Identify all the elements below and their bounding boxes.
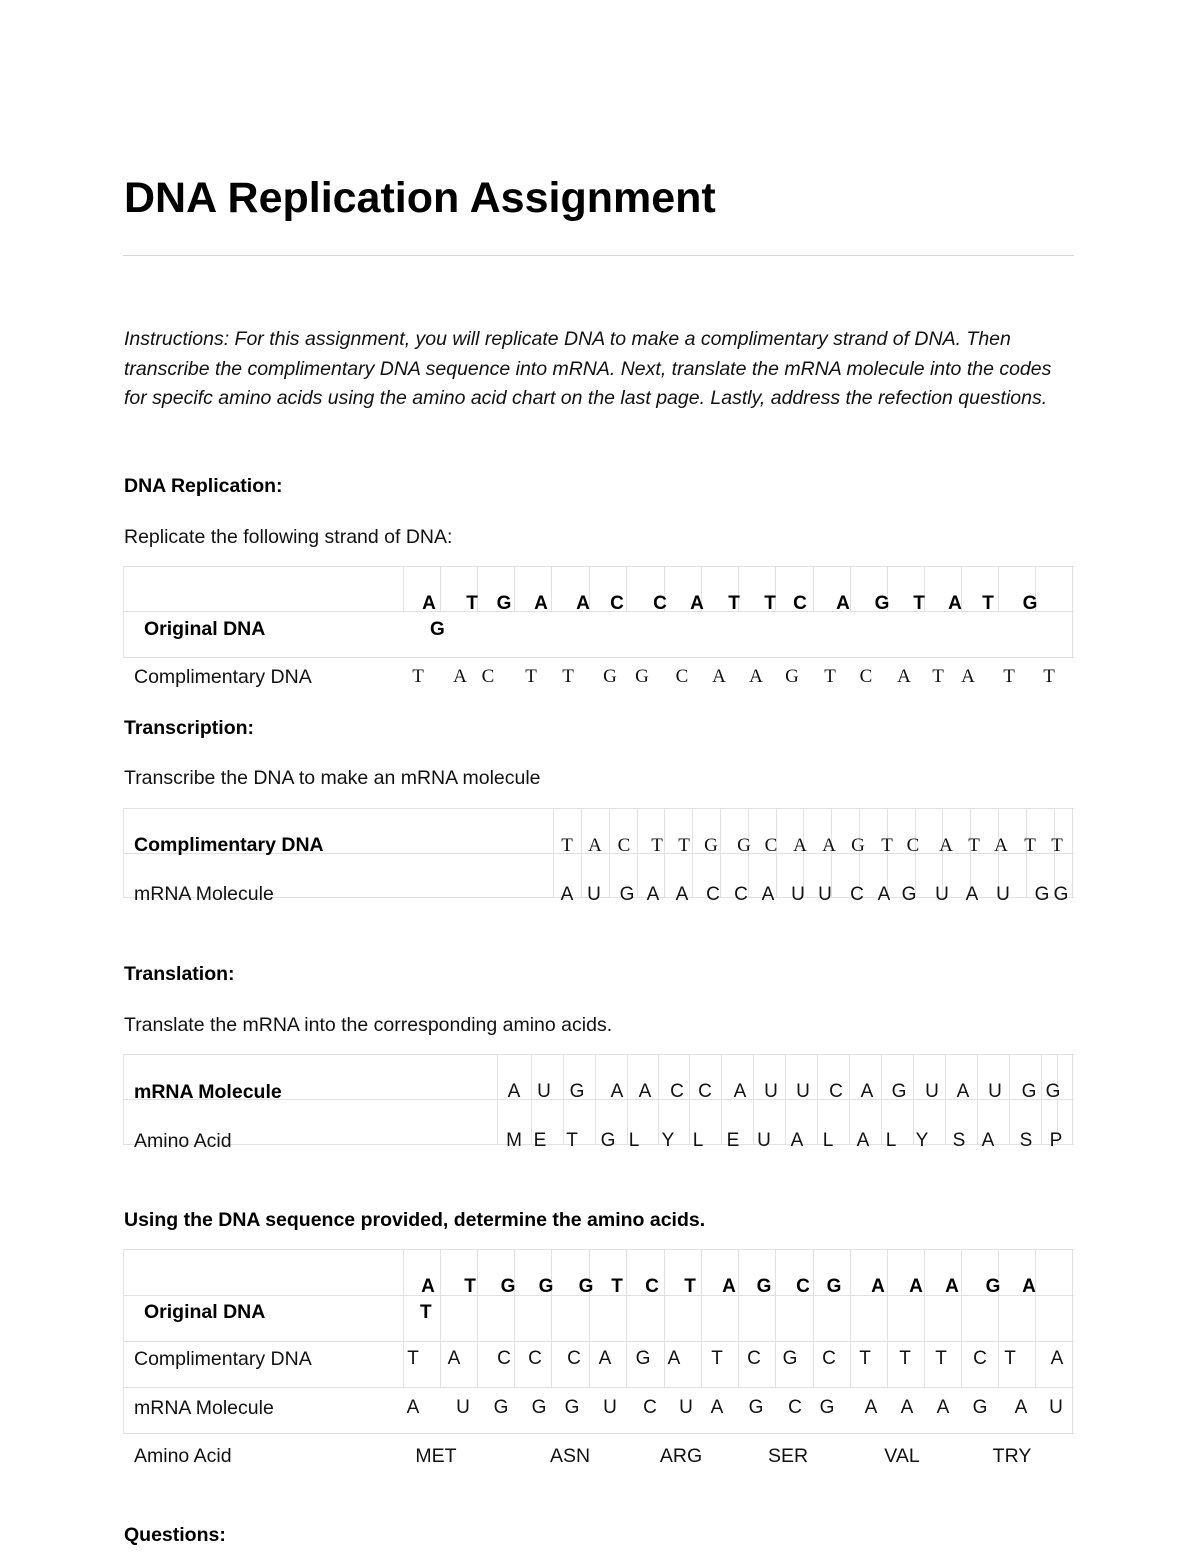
complimentary-dna-letter: T	[968, 835, 980, 856]
complimentary-dna-letter: A	[793, 835, 807, 856]
original-dna-letter: G	[826, 1276, 842, 1297]
mrna-letter: C	[643, 1397, 657, 1418]
original-dna-letter: A	[534, 593, 548, 614]
questions-heading: Questions:	[124, 1524, 226, 1546]
complimentary-dna-letter: A	[749, 666, 763, 687]
mrna-letter: U	[791, 884, 805, 905]
original-dna-letter: T	[464, 1276, 476, 1297]
complimentary-dna-letter: C	[906, 835, 920, 856]
amino-acid-letter: U	[757, 1130, 771, 1151]
mrna-letter: U	[925, 1081, 939, 1102]
determine-row-label: Amino Acid	[134, 1445, 232, 1467]
translation-heading: Translation:	[124, 963, 235, 985]
complimentary-dna-letter: G	[704, 835, 718, 856]
determine-wrapped-letter: T	[420, 1302, 432, 1323]
complimentary-dna-letter: C	[528, 1348, 542, 1369]
original-dna-letter: T	[611, 1276, 623, 1297]
document-title: DNA Replication Assignment	[124, 174, 716, 222]
complimentary-dna-letter: C	[859, 666, 873, 687]
original-dna-letter: A	[690, 593, 704, 614]
original-dna-letter: A	[722, 1276, 736, 1297]
mrna-letter: C	[850, 884, 864, 905]
translation-row-label: mRNA Molecule	[134, 1081, 282, 1103]
mrna-letter: U	[818, 884, 832, 905]
complimentary-dna-letter: T	[561, 835, 573, 856]
amino-acid-codon: MET	[415, 1445, 457, 1467]
mrna-letter: U	[988, 1081, 1002, 1102]
original-dna-letter: T	[728, 593, 740, 614]
original-dna-letter: A	[909, 1276, 923, 1297]
mrna-letter: A	[646, 884, 660, 905]
original-dna-letter: C	[793, 593, 807, 614]
complimentary-dna-letter: A	[822, 835, 836, 856]
mrna-letter: G	[531, 1397, 547, 1418]
mrna-letter: A	[900, 1397, 914, 1418]
amino-acid-codon: ARG	[659, 1445, 703, 1467]
mrna-letter: U	[456, 1397, 470, 1418]
complimentary-dna-letter: C	[764, 835, 778, 856]
mrna-letter: A	[710, 1397, 724, 1418]
complimentary-dna-letter: G	[782, 1348, 798, 1369]
complimentary-dna-letter: T	[1051, 835, 1063, 856]
original-dna-letter: G	[1022, 593, 1038, 614]
original-dna-letter: G	[578, 1276, 594, 1297]
complimentary-dna-letter: A	[588, 835, 602, 856]
mrna-letter: A	[761, 884, 775, 905]
complimentary-dna-letter: T	[407, 1348, 419, 1369]
mrna-letter: U	[679, 1397, 693, 1418]
original-dna-letter: T	[982, 593, 994, 614]
amino-acid-letter: Y	[661, 1130, 675, 1151]
complimentary-dna-letter: C	[481, 666, 495, 687]
complimentary-dna-letter: A	[961, 666, 975, 687]
complimentary-dna-letter: T	[824, 666, 836, 687]
amino-acid-letter: S	[952, 1130, 966, 1151]
complimentary-dna-letter: G	[851, 835, 865, 856]
mrna-letter: G	[748, 1397, 764, 1418]
original-dna-letter: T	[466, 593, 478, 614]
replication-row-label: Original DNA	[144, 618, 266, 640]
amino-acid-letter: L	[885, 1130, 897, 1151]
complimentary-dna-letter: T	[711, 1348, 723, 1369]
mrna-letter: C	[706, 884, 720, 905]
original-dna-letter: A	[421, 1276, 435, 1297]
amino-acid-letter: T	[566, 1130, 578, 1151]
original-dna-letter: C	[653, 593, 667, 614]
mrna-letter: U	[537, 1081, 551, 1102]
mrna-letter: U	[603, 1397, 617, 1418]
mrna-letter: C	[734, 884, 748, 905]
transcription-row-label: mRNA Molecule	[134, 883, 274, 905]
mrna-letter: A	[733, 1081, 747, 1102]
original-dna-letter: G	[496, 593, 512, 614]
title-divider	[123, 255, 1074, 256]
complimentary-dna-letter: T	[678, 835, 690, 856]
mrna-letter: U	[996, 884, 1010, 905]
translation-row-label: Amino Acid	[134, 1130, 232, 1152]
amino-acid-letter: L	[628, 1130, 640, 1151]
mrna-letter: U	[1049, 1397, 1063, 1418]
complimentary-dna-letter: A	[447, 1348, 461, 1369]
mrna-letter: G	[569, 1081, 585, 1102]
mrna-letter: A	[965, 884, 979, 905]
original-dna-letter: T	[684, 1276, 696, 1297]
complimentary-dna-letter: T	[412, 666, 424, 687]
complimentary-dna-letter: T	[881, 835, 893, 856]
amino-acid-codon: ASN	[549, 1445, 591, 1467]
mrna-letter: U	[796, 1081, 810, 1102]
mrna-letter: A	[610, 1081, 624, 1102]
mrna-letter: G	[972, 1397, 988, 1418]
complimentary-dna-letter: C	[973, 1348, 987, 1369]
complimentary-dna-letter: A	[939, 835, 953, 856]
mrna-letter: U	[587, 884, 601, 905]
complimentary-dna-letter: T	[1024, 835, 1036, 856]
complimentary-dna-letter: A	[453, 666, 467, 687]
amino-acid-letter: A	[790, 1130, 804, 1151]
complimentary-dna-letter: G	[635, 1348, 651, 1369]
replication-heading: DNA Replication:	[124, 475, 283, 497]
mrna-letter: G	[1053, 884, 1069, 905]
transcription-prompt: Transcribe the DNA to make an mRNA molecule	[124, 767, 541, 789]
amino-acid-letter: P	[1049, 1130, 1063, 1151]
mrna-letter: G	[1034, 884, 1050, 905]
mrna-letter: G	[891, 1081, 907, 1102]
mrna-letter: A	[675, 884, 689, 905]
amino-acid-letter: L	[822, 1130, 834, 1151]
translation-table	[123, 1054, 1074, 1152]
complimentary-dna-letter: T	[935, 1348, 947, 1369]
translation-prompt: Translate the mRNA into the corresponding amino acids.	[124, 1014, 613, 1036]
original-dna-letter: A	[948, 593, 962, 614]
mrna-letter: C	[698, 1081, 712, 1102]
complimentary-dna-letter: T	[932, 666, 944, 687]
complimentary-dna-letter: A	[994, 835, 1008, 856]
original-dna-letter: A	[836, 593, 850, 614]
complimentary-dna-letter: A	[1050, 1348, 1064, 1369]
complimentary-dna-letter: T	[1043, 666, 1055, 687]
mrna-letter: G	[1045, 1081, 1061, 1102]
replication-row-label: Complimentary DNA	[134, 666, 312, 688]
complimentary-dna-letter: T	[562, 666, 574, 687]
amino-acid-letter: M	[506, 1130, 522, 1151]
original-dna-letter: A	[422, 593, 436, 614]
mrna-letter: G	[564, 1397, 580, 1418]
complimentary-dna-letter: C	[675, 666, 689, 687]
complimentary-dna-letter: C	[497, 1348, 511, 1369]
amino-acid-letter: S	[1019, 1130, 1033, 1151]
mrna-letter: G	[493, 1397, 509, 1418]
mrna-letter: A	[560, 884, 574, 905]
mrna-letter: A	[507, 1081, 521, 1102]
mrna-letter: U	[764, 1081, 778, 1102]
original-dna-letter: T	[913, 593, 925, 614]
original-dna-letter: G	[985, 1276, 1001, 1297]
complimentary-dna-letter: C	[747, 1348, 761, 1369]
amino-acid-codon: TRY	[992, 1445, 1032, 1467]
original-dna-letter: C	[796, 1276, 810, 1297]
complimentary-dna-letter: T	[525, 666, 537, 687]
mrna-letter: G	[1021, 1081, 1037, 1102]
complimentary-dna-letter: A	[712, 666, 726, 687]
mrna-letter: A	[936, 1397, 950, 1418]
determine-row-label: mRNA Molecule	[134, 1397, 274, 1419]
mrna-letter: G	[619, 884, 635, 905]
amino-acid-letter: A	[981, 1130, 995, 1151]
complimentary-dna-letter: G	[635, 666, 649, 687]
replication-prompt: Replicate the following strand of DNA:	[124, 526, 453, 548]
complimentary-dna-letter: T	[899, 1348, 911, 1369]
mrna-letter: A	[638, 1081, 652, 1102]
complimentary-dna-letter: G	[737, 835, 751, 856]
mrna-letter: A	[864, 1397, 878, 1418]
complimentary-dna-letter: G	[785, 666, 799, 687]
mrna-letter: A	[956, 1081, 970, 1102]
amino-acid-letter: G	[600, 1130, 616, 1151]
amino-acid-letter: L	[692, 1130, 704, 1151]
transcription-row-label: Complimentary DNA	[134, 834, 324, 856]
mrna-letter: C	[788, 1397, 802, 1418]
determine-row-label: Complimentary DNA	[134, 1348, 312, 1370]
complimentary-dna-letter: T	[651, 835, 663, 856]
original-dna-letter: A	[871, 1276, 885, 1297]
mrna-letter: A	[877, 884, 891, 905]
original-dna-letter: G	[538, 1276, 554, 1297]
amino-acid-codon: SER	[767, 1445, 809, 1467]
amino-acid-letter: E	[533, 1130, 547, 1151]
determine-table	[123, 1249, 1074, 1467]
original-dna-letter: A	[945, 1276, 959, 1297]
original-dna-letter: C	[645, 1276, 659, 1297]
mrna-letter: G	[819, 1397, 835, 1418]
determine-heading: Using the DNA sequence provided, determine the amino acids.	[124, 1209, 706, 1231]
original-dna-letter: G	[874, 593, 890, 614]
complimentary-dna-letter: T	[1004, 1348, 1016, 1369]
amino-acid-letter: Y	[915, 1130, 929, 1151]
mrna-letter: C	[670, 1081, 684, 1102]
mrna-letter: U	[935, 884, 949, 905]
mrna-letter: C	[829, 1081, 843, 1102]
complimentary-dna-letter: A	[598, 1348, 612, 1369]
amino-acid-letter: A	[856, 1130, 870, 1151]
complimentary-dna-letter: T	[859, 1348, 871, 1369]
complimentary-dna-letter: C	[822, 1348, 836, 1369]
amino-acid-letter: E	[726, 1130, 740, 1151]
original-dna-letter: G	[756, 1276, 772, 1297]
original-dna-letter: G	[500, 1276, 516, 1297]
replication-wrapped-letter: G	[430, 619, 445, 640]
complimentary-dna-letter: T	[1003, 666, 1015, 687]
transcription-table	[123, 808, 1074, 905]
original-dna-letter: T	[764, 593, 776, 614]
complimentary-dna-letter: A	[897, 666, 911, 687]
mrna-letter: A	[406, 1397, 420, 1418]
original-dna-letter: C	[610, 593, 624, 614]
complimentary-dna-letter: C	[617, 835, 631, 856]
instructions-paragraph: Instructions: For this assignment, you will replicate DNA to make a complimentary strand of DNA. Then transcribe the complimentary DNA sequence into mRNA. Next, translate the mRNA molecule into the codes for specifc amino acids using the amino acid chart on the last page. Lastly, address the refection questions.	[124, 328, 1052, 409]
mrna-letter: G	[901, 884, 917, 905]
complimentary-dna-letter: C	[567, 1348, 581, 1369]
mrna-letter: A	[1014, 1397, 1028, 1418]
complimentary-dna-letter: A	[667, 1348, 681, 1369]
amino-acid-codon: VAL	[884, 1445, 920, 1467]
original-dna-letter: A	[1022, 1276, 1036, 1297]
mrna-letter: A	[860, 1081, 874, 1102]
transcription-heading: Transcription:	[124, 717, 255, 739]
replication-table	[123, 566, 1074, 688]
original-dna-letter: A	[576, 593, 590, 614]
determine-row-label: Original DNA	[144, 1301, 266, 1323]
complimentary-dna-letter: G	[603, 666, 617, 687]
